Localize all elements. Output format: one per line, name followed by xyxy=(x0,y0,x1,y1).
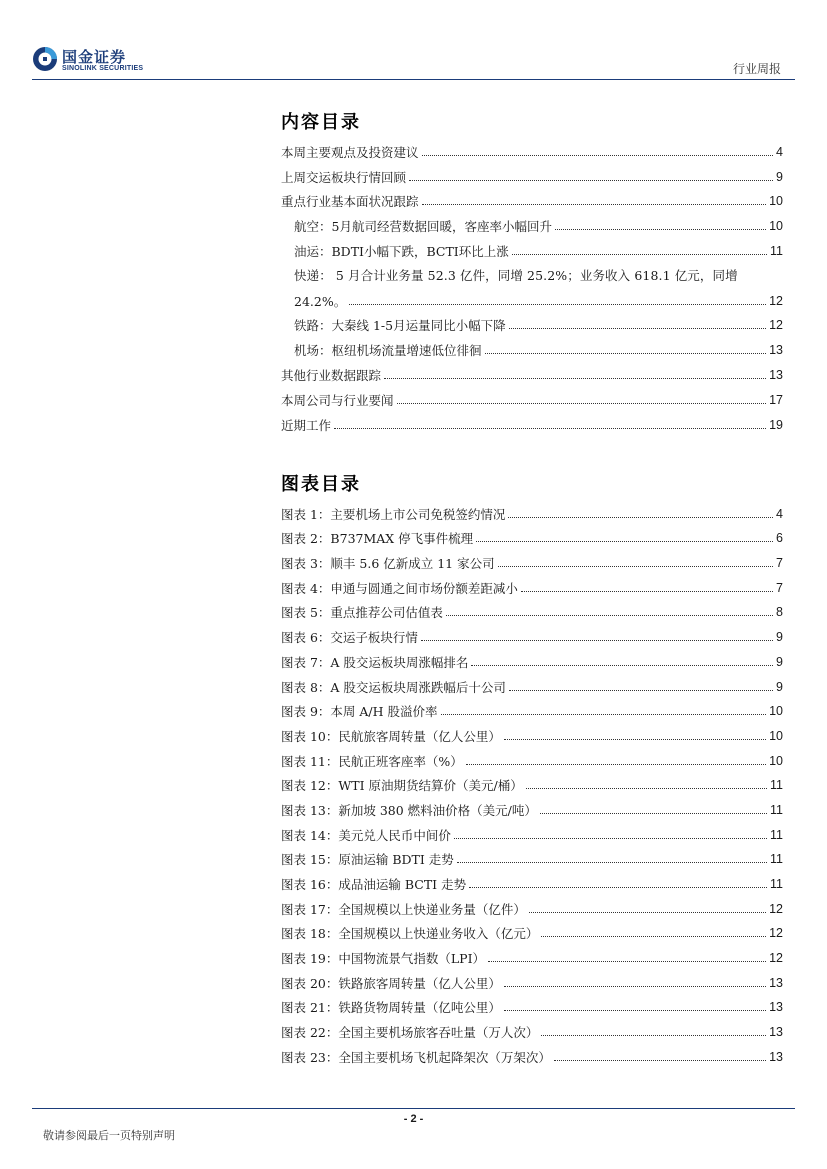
footer-divider xyxy=(32,1108,795,1109)
dot-leader xyxy=(541,1035,766,1036)
dot-leader xyxy=(454,838,767,839)
toc-entry-page: 12 xyxy=(769,293,783,308)
toc-subentry[interactable] xyxy=(281,333,783,358)
figure-entry-label: 图表 13：新加坡 380 燃料油价格（美元/吨） xyxy=(281,802,537,818)
figure-entry[interactable] xyxy=(281,991,783,1016)
header-divider xyxy=(32,79,795,80)
dot-leader xyxy=(509,690,773,691)
figure-entry-label: 图表 15：原油运输 BDTI 走势 xyxy=(281,852,454,868)
toc-entry-label: 本周主要观点及投资建议 xyxy=(281,144,419,160)
dot-leader xyxy=(476,541,773,542)
figure-entry[interactable] xyxy=(281,892,783,917)
toc-entry-page: 11 xyxy=(770,243,783,258)
figure-entry-page: 13 xyxy=(769,1025,783,1040)
dot-leader xyxy=(469,887,767,888)
figure-entry[interactable] xyxy=(281,843,783,868)
toc-subentry[interactable] xyxy=(281,234,783,259)
figure-entry-label: 图表 16：成品油运输 BCTI 走势 xyxy=(281,877,467,892)
contents-title: 内容目录 xyxy=(281,112,361,133)
figure-entry-label: 图表 7：A 股交运板块周涨幅排名 xyxy=(281,654,469,670)
toc-entry[interactable] xyxy=(281,383,783,408)
toc-entry-label: 油运：BDTI小幅下跌，BCTI环比上涨 xyxy=(294,243,509,259)
figure-entry-label: 图表 3：顺丰 5.6 亿新成立 11 家公司 xyxy=(281,556,495,572)
figure-entry-page: 10 xyxy=(769,753,783,768)
company-logo xyxy=(32,46,192,78)
toc-subentry[interactable] xyxy=(281,209,783,234)
dot-leader xyxy=(508,517,773,518)
dot-leader xyxy=(446,615,773,616)
figure-entry-label: 图表 2：B737MAX 停飞事件梳理 xyxy=(281,531,474,547)
figures-title: 图表目录 xyxy=(281,474,361,495)
toc-entry-page: 4 xyxy=(776,144,783,159)
dot-leader xyxy=(349,304,766,305)
page-number: - 2 - xyxy=(403,1113,424,1125)
toc-entry-label: 本周公司与行业要闻 xyxy=(281,392,394,408)
toc-subentry[interactable] xyxy=(281,259,783,309)
dot-leader xyxy=(555,229,766,230)
figure-entry[interactable] xyxy=(281,818,783,843)
figure-entry-label: 图表 9：本周 A/H 股溢价率 xyxy=(281,704,438,720)
dot-leader xyxy=(334,428,766,429)
toc-entry-page: 19 xyxy=(769,417,783,432)
figure-entry-label: 图表 11：民航正班客座率（%） xyxy=(281,753,463,769)
figure-entry-page: 12 xyxy=(769,951,783,966)
figure-entry[interactable] xyxy=(281,966,783,991)
report-type-label: 行业周报 xyxy=(732,62,781,76)
dot-leader xyxy=(466,764,766,765)
contents-list xyxy=(281,135,783,433)
figure-entry-page: 11 xyxy=(770,778,783,793)
figure-entry[interactable] xyxy=(281,769,783,794)
dot-leader xyxy=(422,155,774,156)
toc-entry[interactable] xyxy=(281,185,783,210)
disclaimer-text: 敬请参阅最后一页特别声明 xyxy=(43,1129,175,1142)
figure-entry[interactable] xyxy=(281,917,783,942)
figure-entry-page: 12 xyxy=(769,926,783,941)
figure-entry-page: 13 xyxy=(769,1000,783,1015)
dot-leader xyxy=(409,180,773,181)
figure-entry-label: 图表 8：A 股交运板块周涨跌幅后十公司 xyxy=(281,679,506,695)
toc-entry-label: 上周交运板块行情回顾 xyxy=(281,169,407,185)
toc-subentry[interactable] xyxy=(281,309,783,334)
dot-leader xyxy=(488,961,766,962)
figure-entry[interactable] xyxy=(281,695,783,720)
figure-entry-page: 11 xyxy=(770,802,783,817)
dot-leader xyxy=(509,328,766,329)
figure-entry[interactable] xyxy=(281,620,783,645)
figures-list xyxy=(281,497,783,1065)
toc-entry-page: 9 xyxy=(776,169,783,184)
figure-entry-label: 图表 10：民航旅客周转量（亿人公里） xyxy=(281,728,501,744)
toc-entry-label: 铁路：大秦线 1-5月运量同比小幅下降 xyxy=(294,318,506,334)
figure-entry[interactable] xyxy=(281,941,783,966)
toc-entry-page: 10 xyxy=(769,194,783,209)
dot-leader xyxy=(529,912,766,913)
figure-entry-page: 11 xyxy=(770,852,783,867)
figure-entry[interactable] xyxy=(281,1015,783,1040)
figure-entry-page: 10 xyxy=(769,728,783,743)
figure-entry[interactable] xyxy=(281,719,783,744)
dot-leader xyxy=(554,1060,766,1061)
dot-leader xyxy=(422,204,767,205)
figure-entry[interactable] xyxy=(281,571,783,596)
dot-leader xyxy=(471,665,773,666)
figure-entry-page: 12 xyxy=(769,901,783,916)
figure-entry-label: 图表 4：申通与圆通之间市场份额差距减小 xyxy=(281,580,518,596)
figure-entry[interactable] xyxy=(281,1040,783,1065)
dot-leader xyxy=(541,936,766,937)
toc-entry-page: 17 xyxy=(769,392,783,407)
figure-entry[interactable] xyxy=(281,793,783,818)
figure-entry-label: 图表 22：全国主要机场旅客吞吐量（万人次） xyxy=(281,1025,539,1041)
figure-entry[interactable] xyxy=(281,596,783,621)
figure-entry-label: 图表 19：中国物流景气指数（LPI） xyxy=(281,951,486,967)
figure-entry[interactable] xyxy=(281,744,783,769)
dot-leader xyxy=(504,1010,766,1011)
figure-entry-page: 13 xyxy=(769,975,783,990)
figure-entry-page: 6 xyxy=(776,531,783,546)
toc-entry-page: 13 xyxy=(769,367,783,382)
figure-entry[interactable] xyxy=(281,546,783,571)
figure-entry[interactable] xyxy=(281,497,783,522)
dot-leader xyxy=(441,714,767,715)
figure-entry-label: 图表 18：全国规模以上快递业务收入（亿元） xyxy=(281,926,539,942)
figure-entry-label: 图表 17：全国规模以上快递业务量（亿件） xyxy=(281,901,526,917)
figure-entry[interactable] xyxy=(281,670,783,695)
dot-leader xyxy=(498,566,773,567)
toc-entry-label-line2: 24.2%。 xyxy=(294,293,347,309)
figure-entry-label: 图表 12：WTI 原油期货结算价（美元/桶） xyxy=(281,778,523,794)
dot-leader xyxy=(504,739,766,740)
toc-entry[interactable] xyxy=(281,358,783,383)
dot-leader xyxy=(485,353,767,354)
toc-entry-label: 其他行业数据跟踪 xyxy=(281,367,382,383)
toc-entry-page: 10 xyxy=(769,219,783,234)
figure-entry-page: 8 xyxy=(776,605,783,620)
figure-entry-label: 图表 20：铁路旅客周转量（亿人公里） xyxy=(281,975,501,991)
toc-entry-page: 13 xyxy=(769,343,783,358)
dot-leader xyxy=(397,403,767,404)
figure-entry[interactable] xyxy=(281,867,783,892)
figure-entry-label: 图表 6：交运子板块行情 xyxy=(281,630,418,646)
figure-entry-page: 13 xyxy=(769,1049,783,1064)
figure-entry-label: 图表 21：铁路货物周转量（亿吨公里） xyxy=(281,1000,501,1016)
figure-entry-label: 图表 14：美元兑人民币中间价 xyxy=(281,827,451,843)
dot-leader xyxy=(540,813,767,814)
dot-leader xyxy=(521,591,773,592)
dot-leader xyxy=(504,986,766,987)
figure-entry-page: 7 xyxy=(776,580,783,595)
figure-entry-label: 图表 23：全国主要机场飞机起降架次（万架次） xyxy=(281,1049,551,1065)
logo-english-name: SINOLINK SECURITIES xyxy=(62,65,144,72)
toc-entry[interactable] xyxy=(281,160,783,185)
figure-entry-page: 9 xyxy=(776,630,783,645)
toc-entry-label: 机场：枢纽机场流量增速低位徘徊 xyxy=(294,343,482,359)
toc-entry[interactable] xyxy=(281,408,783,433)
figure-entry-page: 10 xyxy=(769,704,783,719)
figure-entry-page: 11 xyxy=(770,827,783,842)
figure-entry-page: 9 xyxy=(776,679,783,694)
toc-entry[interactable] xyxy=(281,135,783,160)
dot-leader xyxy=(457,862,767,863)
dot-leader xyxy=(512,254,767,255)
figure-entry-page: 4 xyxy=(776,506,783,521)
dot-leader xyxy=(526,788,767,789)
figure-entry-page: 11 xyxy=(770,877,783,891)
figure-entry-label: 图表 1：主要机场上市公司免税签约情况 xyxy=(281,506,506,522)
figure-entry[interactable] xyxy=(281,522,783,547)
logo-chinese-name: 国金证券 xyxy=(62,48,127,66)
dot-leader xyxy=(384,378,766,379)
figure-entry-page: 7 xyxy=(776,556,783,571)
toc-entry-page: 12 xyxy=(769,318,783,333)
dot-leader xyxy=(421,640,773,641)
toc-entry-label-line1: 快递： 5 月合计业务量 52.3 亿件，同增 25.2%；业务收入 618.1 亿元，同增 xyxy=(294,267,738,283)
sinolink-logo-icon xyxy=(32,46,58,72)
toc-entry-label: 航空：5月航司经营数据回暖，客座率小幅回升 xyxy=(294,219,552,235)
toc-entry-label: 近期工作 xyxy=(281,417,332,433)
figure-entry-page: 9 xyxy=(776,654,783,669)
figure-entry[interactable] xyxy=(281,645,783,670)
figure-entry-label: 图表 5：重点推荐公司估值表 xyxy=(281,605,443,621)
toc-entry-label: 重点行业基本面状况跟踪 xyxy=(281,194,419,210)
